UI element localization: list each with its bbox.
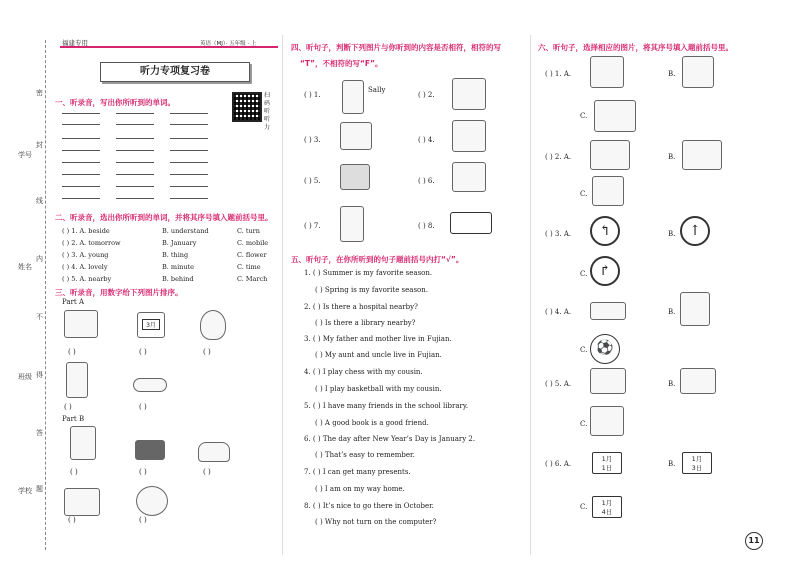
qr-caption: 扫码听听力	[264, 92, 271, 131]
answer-line[interactable]	[62, 113, 100, 114]
girl-plant-picture	[70, 426, 96, 460]
boy-picture	[66, 362, 88, 398]
answer-line[interactable]	[62, 162, 100, 163]
calendar-month: 3月	[142, 319, 160, 330]
list-item[interactable]: 5. ( ) I have many friends in the school library.	[304, 402, 469, 410]
answer-blank[interactable]: ( )	[68, 516, 76, 524]
sally-label: Sally	[368, 86, 386, 94]
student-name-label: 姓名	[18, 263, 32, 271]
section6-heading: 六、听句子，选择相应的图片，将其序号填入题前括号里。	[538, 43, 733, 52]
answer-line[interactable]	[116, 150, 154, 151]
answer-line[interactable]	[116, 198, 154, 199]
books-picture	[340, 164, 370, 190]
school-label: 学校	[18, 487, 32, 495]
option-c: C.	[580, 503, 588, 511]
go-straight-sign-icon: ↑	[680, 216, 710, 246]
seal-char: 不	[36, 313, 43, 321]
list-item[interactable]: ( ) A good book is a good friend.	[315, 419, 429, 427]
family-picture	[594, 100, 636, 132]
option-c: C.	[580, 420, 588, 428]
list-item[interactable]: ( ) I play basketball with my cousin.	[315, 385, 442, 393]
section2-heading: 二、听录音，选出你所听到的单词，并将其序号填入题前括号里。	[55, 213, 273, 222]
list-item: C. turn	[237, 227, 260, 235]
answer-line[interactable]	[170, 124, 208, 125]
stage-picture	[590, 56, 624, 88]
book-picture	[135, 440, 165, 460]
river-picture	[590, 140, 630, 170]
answer-line[interactable]	[116, 174, 154, 175]
answer-blank[interactable]: ( )	[203, 348, 211, 356]
calendar-month: 1月	[601, 455, 613, 463]
football-icon: ⚽	[590, 334, 620, 364]
part-a-label: Part A	[62, 298, 85, 306]
calendar-jan-3	[682, 452, 712, 474]
list-item: ( ) 2. A. tomorrow	[62, 239, 121, 247]
answer-blank[interactable]: ( )	[139, 348, 147, 356]
list-item[interactable]: ( ) That’s easy to remember.	[315, 451, 415, 459]
judge-item[interactable]: ( ) 5.	[304, 177, 321, 185]
list-item[interactable]: ( ) Is there a library nearby?	[315, 319, 416, 327]
building-picture	[682, 140, 722, 170]
list-item: B. understand	[162, 227, 209, 235]
choice-item[interactable]: ( ) 3. A.	[545, 230, 572, 238]
answer-blank[interactable]: ( )	[68, 348, 76, 356]
list-item: C. mobile	[237, 239, 269, 247]
list-item[interactable]: 7. ( ) I can get many presents.	[304, 468, 411, 476]
list-item[interactable]: ( ) I am on my way home.	[315, 485, 405, 493]
section5-heading: 五、听句子，在你所听到的句子题前括号内打“√”。	[291, 255, 464, 264]
list-item[interactable]: 1. ( ) Summer is my favorite season.	[304, 269, 433, 277]
column-divider	[530, 35, 531, 555]
answer-blank[interactable]: ( )	[70, 468, 78, 476]
list-item: B. January	[162, 239, 197, 247]
answer-line[interactable]	[116, 186, 154, 187]
choice-item[interactable]: ( ) 6. A.	[545, 460, 572, 468]
part-b-label: Part B	[62, 415, 85, 423]
calendar-day: 4日	[601, 508, 613, 516]
answer-line[interactable]	[116, 138, 154, 139]
list-item[interactable]: 6. ( ) The day after New Year’s Day is January 2.	[304, 435, 476, 443]
judge-item[interactable]: ( ) 6.	[418, 177, 435, 185]
answer-blank[interactable]: ( )	[139, 468, 147, 476]
section3-heading: 三、听录音，用数字给下列图片排序。	[55, 288, 183, 297]
car-picture	[198, 442, 230, 462]
list-item[interactable]: 8. ( ) It’s nice to go there in October.	[304, 502, 434, 510]
answer-line[interactable]	[170, 138, 208, 139]
answer-line[interactable]	[170, 198, 208, 199]
list-item: ( ) 5. A. nearby	[62, 275, 112, 283]
answer-line[interactable]	[62, 124, 100, 125]
list-item: C. March	[237, 275, 268, 283]
skier-picture	[340, 206, 364, 242]
dragon-picture	[136, 486, 168, 516]
calendar-picture	[137, 312, 165, 338]
answer-line[interactable]	[170, 150, 208, 151]
list-item: C. time	[237, 263, 261, 271]
choice-item[interactable]: ( ) 5. A.	[545, 380, 572, 388]
answer-line[interactable]	[170, 113, 208, 114]
list-item[interactable]: ( ) Why not turn on the computer?	[315, 518, 437, 526]
basketball-picture	[680, 292, 710, 326]
answer-blank[interactable]: ( )	[139, 516, 147, 524]
desk-picture	[64, 488, 100, 516]
bus-picture	[450, 212, 492, 234]
answer-line[interactable]	[116, 113, 154, 114]
class-label: 班级	[18, 373, 32, 381]
island-picture	[452, 162, 486, 192]
answer-blank[interactable]: ( )	[203, 468, 211, 476]
binding-line	[45, 40, 46, 550]
list-item: ( ) 3. A. young	[62, 251, 109, 259]
painting-picture	[452, 78, 486, 110]
list-item: ( ) 4. A. lovely	[62, 263, 108, 271]
swimming-picture	[590, 302, 626, 320]
sofa-picture	[64, 310, 98, 338]
temple-picture	[592, 176, 624, 206]
seal-char: 内	[36, 255, 43, 263]
choice-item[interactable]: ( ) 4. A.	[545, 308, 572, 316]
seal-char: 答	[36, 429, 43, 437]
girl-sally-picture	[342, 80, 364, 114]
option-c: C.	[580, 190, 588, 198]
list-item[interactable]: ( ) My aunt and uncle live in Fujian.	[315, 351, 442, 359]
option-b: B.	[668, 153, 676, 161]
seal-char: 封	[36, 141, 43, 149]
list-item: C. flower	[237, 251, 267, 259]
qr-code[interactable]	[232, 92, 262, 122]
option-c: C.	[580, 112, 588, 120]
course-tag: 英语（MJ）· 五年级 · 上	[200, 41, 257, 47]
seal-char: 题	[36, 485, 43, 493]
answer-line[interactable]	[62, 186, 100, 187]
christmas-picture	[682, 56, 714, 88]
choice-item[interactable]: ( ) 1. A.	[545, 70, 572, 78]
page-number: 11	[745, 532, 763, 550]
judge-item[interactable]: ( ) 2.	[418, 91, 435, 99]
list-item[interactable]: 4. ( ) I play chess with my cousin.	[304, 368, 423, 376]
table-picture	[590, 406, 624, 436]
turn-left-sign-icon: ↰	[590, 216, 620, 246]
list-item: ( ) 1. A. beside	[62, 227, 110, 235]
artist-picture	[452, 120, 486, 152]
answer-blank[interactable]: ( )	[64, 403, 72, 411]
edition-tag: 福建专用	[62, 39, 88, 47]
option-b: B.	[668, 70, 676, 78]
section1-heading: 一、听录音，写出你所听到的单词。	[55, 98, 175, 107]
answer-line[interactable]	[62, 198, 100, 199]
glasses-picture	[133, 378, 167, 392]
option-c: C.	[580, 346, 588, 354]
option-b: B.	[668, 380, 676, 388]
armchair-picture	[590, 368, 626, 394]
snowman-picture	[200, 310, 226, 340]
section4-heading: 四、听句子，判断下列图片与你听到的内容是否相符，相符的写	[291, 43, 501, 52]
list-item: B. behind	[162, 275, 194, 283]
list-item[interactable]: 2. ( ) Is there a hospital nearby?	[304, 303, 418, 311]
list-item: B. minute	[162, 263, 194, 271]
calendar-jan-1	[592, 452, 622, 474]
option-b: B.	[668, 308, 676, 316]
answer-line[interactable]	[62, 174, 100, 175]
list-item[interactable]: 3. ( ) My father and mother live in Fujian.	[304, 335, 452, 343]
judge-item[interactable]: ( ) 4.	[418, 136, 435, 144]
turn-right-sign-icon: ↱	[590, 256, 620, 286]
seal-char: 线	[36, 197, 43, 205]
seal-char: 密	[36, 89, 43, 97]
calendar-month: 1月	[601, 499, 613, 507]
page-title: 听力专项复习卷	[100, 62, 250, 82]
student-number-label: 学号	[18, 151, 32, 159]
choice-item[interactable]: ( ) 2. A.	[545, 153, 572, 161]
answer-line[interactable]	[62, 138, 100, 139]
answer-line[interactable]	[116, 162, 154, 163]
calendar-jan-4	[592, 496, 622, 518]
answer-line[interactable]	[116, 124, 154, 125]
option-b: B.	[668, 460, 676, 468]
calendar-month: 1月	[691, 455, 703, 463]
answer-line[interactable]	[170, 174, 208, 175]
judge-item[interactable]: ( ) 7.	[304, 222, 321, 230]
option-b: B.	[668, 230, 676, 238]
answer-line[interactable]	[170, 162, 208, 163]
column-divider	[282, 35, 283, 555]
cook-picture	[340, 122, 372, 150]
option-c: C.	[580, 270, 588, 278]
judge-item[interactable]: ( ) 8.	[418, 222, 435, 230]
calendar-day: 3日	[691, 464, 703, 472]
list-item[interactable]: ( ) Spring is my favorite season.	[315, 286, 429, 294]
judge-item[interactable]: ( ) 1.	[304, 91, 321, 99]
answer-line[interactable]	[62, 150, 100, 151]
judge-item[interactable]: ( ) 3.	[304, 136, 321, 144]
bed-picture	[680, 368, 716, 394]
section4-heading-2: “T”，不相符的写“F”。	[300, 59, 383, 68]
answer-blank[interactable]: ( )	[139, 403, 147, 411]
calendar-day: 1日	[601, 464, 613, 472]
list-item: B. thing	[162, 251, 189, 259]
answer-line[interactable]	[170, 186, 208, 187]
seal-char: 得	[36, 371, 43, 379]
